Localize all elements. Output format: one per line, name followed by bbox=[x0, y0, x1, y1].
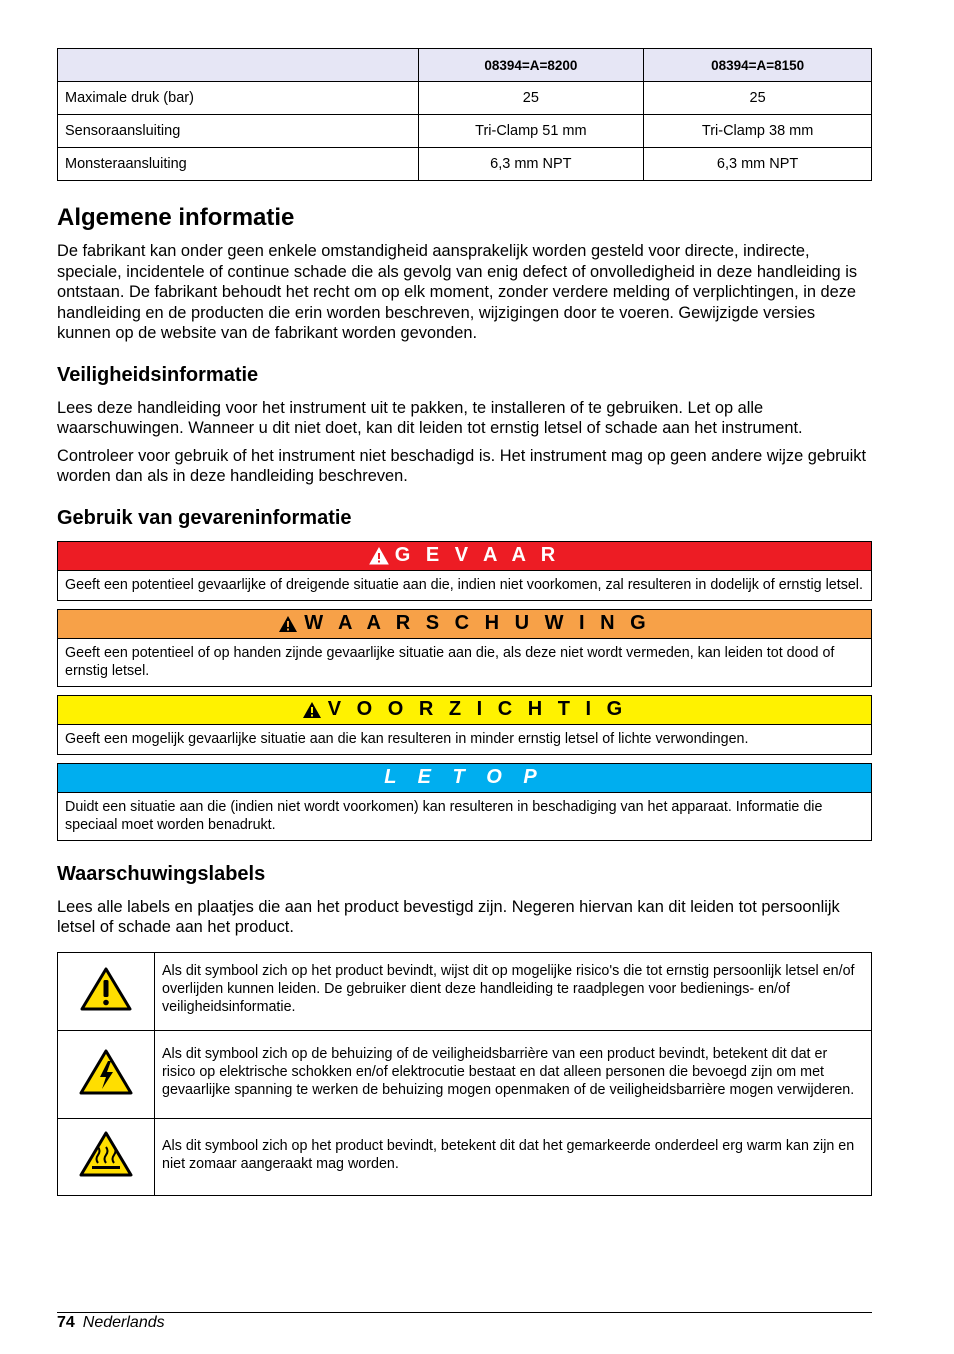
safety-info-paragraph-1: Lees deze handleiding voor het instrument uit te pakken, te installeren of te gebruiken. Let op alle waarschuwingen. Wanneer u dit niet doet, kan dit leiden tot ernstig letsel of schade aan het instrument. bbox=[57, 398, 803, 437]
table-row bbox=[58, 115, 872, 148]
page-content bbox=[57, 48, 872, 1196]
table-row bbox=[58, 1030, 872, 1118]
warning-labels-intro: Lees alle labels en plaatjes die aan het product bevestigd zijn. Negeren hiervan kan dit leiden tot persoonlijk letsel of schade aan het product. bbox=[57, 897, 840, 936]
footer-language: Nederlands bbox=[82, 1314, 165, 1331]
general-warning-icon bbox=[79, 966, 133, 1012]
caution-text: Geeft een mogelijk gevaarlijke situatie aan die kan resulteren in minder ernstig letsel of lichte verwondingen. bbox=[65, 730, 749, 747]
hazard-info-heading: Gebruik van gevareninformatie bbox=[57, 506, 352, 529]
danger-box bbox=[57, 541, 872, 601]
spec-table bbox=[57, 48, 872, 181]
label-description: Als dit symbool zich op de behuizing of de veiligheidsbarrière van een product bevindt, betekent dit dat er risico op elektrische schokken en/of elektrocutie bestaat en dat alleen personen die bevoegd zijn om met gevaarlijke spanning te werken de behuizing mogen openmaken of de veiligheidsbarrière mogen verwijderen. bbox=[155, 1030, 872, 1118]
safety-info-heading: Veiligheidsinformatie bbox=[57, 363, 259, 386]
notice-header bbox=[58, 764, 871, 793]
danger-label: G E V A A R bbox=[394, 544, 561, 566]
spec-cell: 6,3 mm NPT bbox=[418, 148, 644, 181]
warning-triangle-icon bbox=[302, 701, 322, 719]
warning-triangle-icon bbox=[369, 547, 389, 565]
general-info-text: De fabrikant kan onder geen enkele omstandigheid aansprakelijk worden gesteld voor directe, indirecte, speciale, incidentele of continue schade die als gevolg van enig defect of onvolledigheid in deze handleiding is ontstaan. De fabrikant behoudt het recht om op elk moment, zonder verdere melding of verplichtingen, in deze handleiding en de producten die erin worden beschreven, wijzigingen door te voeren. Gewijzigde versies kunnen op de website van de fabrikant worden gevonden. bbox=[57, 242, 858, 342]
spec-header-cell bbox=[58, 49, 419, 82]
spec-cell: 25 bbox=[418, 82, 644, 115]
notice-label: L E T O P bbox=[384, 766, 545, 788]
page-footer bbox=[57, 1312, 872, 1332]
spec-cell: 6,3 mm NPT bbox=[644, 148, 872, 181]
table-row bbox=[58, 82, 872, 115]
danger-text: Geeft een potentieel gevaarlijke of dreigende situatie aan die, indien niet voorkomen, zal resulteren in dodelijk of ernstig letsel. bbox=[65, 576, 863, 593]
notice-text: Duidt een situatie aan die (indien niet wordt voorkomen) kan resulteren in beschadiging van het apparaat. Informatie die speciaal moet worden benadrukt. bbox=[65, 798, 823, 833]
spec-cell: Monsteraansluiting bbox=[58, 148, 419, 181]
warning-triangle-icon bbox=[278, 615, 298, 633]
warning-box bbox=[57, 609, 872, 687]
danger-header bbox=[58, 542, 871, 571]
spec-cell: Maximale druk (bar) bbox=[58, 82, 419, 115]
spec-header-cell: 08394=A=8200 bbox=[418, 49, 644, 82]
spec-header-cell: 08394=A=8150 bbox=[644, 49, 872, 82]
spec-cell: Tri-Clamp 38 mm bbox=[644, 115, 872, 148]
label-description: Als dit symbool zich op het product bevindt, betekent dit dat het gemarkeerde onderdeel erg warm kan zijn en niet zomaar aangeraakt mag worden. bbox=[155, 1118, 872, 1195]
spec-cell: Sensoraansluiting bbox=[58, 115, 419, 148]
safety-info-paragraph-2: Controleer voor gebruik of het instrument niet beschadigd is. Het instrument mag op geen andere wijze gebruikt worden dan als in deze handleiding beschreven. bbox=[57, 446, 867, 485]
warning-header bbox=[58, 610, 871, 639]
table-row bbox=[58, 952, 872, 1030]
page-number: 74 bbox=[57, 1314, 75, 1331]
warning-text: Geeft een potentieel of op handen zijnde gevaarlijke situatie aan die, als deze niet wordt vermeden, kan leiden tot dood of ernstig letsel. bbox=[65, 644, 835, 679]
table-row bbox=[58, 1118, 872, 1195]
spec-cell: Tri-Clamp 51 mm bbox=[418, 115, 644, 148]
caution-box bbox=[57, 695, 872, 755]
caution-header bbox=[58, 696, 871, 725]
spec-table-header bbox=[58, 49, 872, 82]
caution-label: V O O R Z I C H T I G bbox=[327, 698, 628, 720]
warning-labels-table bbox=[57, 952, 872, 1196]
table-row bbox=[58, 148, 872, 181]
label-description: Als dit symbool zich op het product bevindt, wijst dit op mogelijke risico's die tot ernstig persoonlijk letsel en/of overlijden kunnen leiden. De gebruiker dient deze handleiding te raadplegen voor bedienings- en/of veiligheidsinformatie. bbox=[155, 952, 872, 1030]
electrical-hazard-icon bbox=[78, 1048, 134, 1096]
general-info-heading: Algemene informatie bbox=[57, 204, 295, 231]
warning-label: W A A R S C H U W I N G bbox=[304, 612, 651, 634]
warning-labels-heading: Waarschuwingslabels bbox=[57, 862, 266, 885]
notice-box bbox=[57, 763, 872, 841]
hot-surface-icon bbox=[78, 1130, 134, 1178]
spec-cell: 25 bbox=[644, 82, 872, 115]
